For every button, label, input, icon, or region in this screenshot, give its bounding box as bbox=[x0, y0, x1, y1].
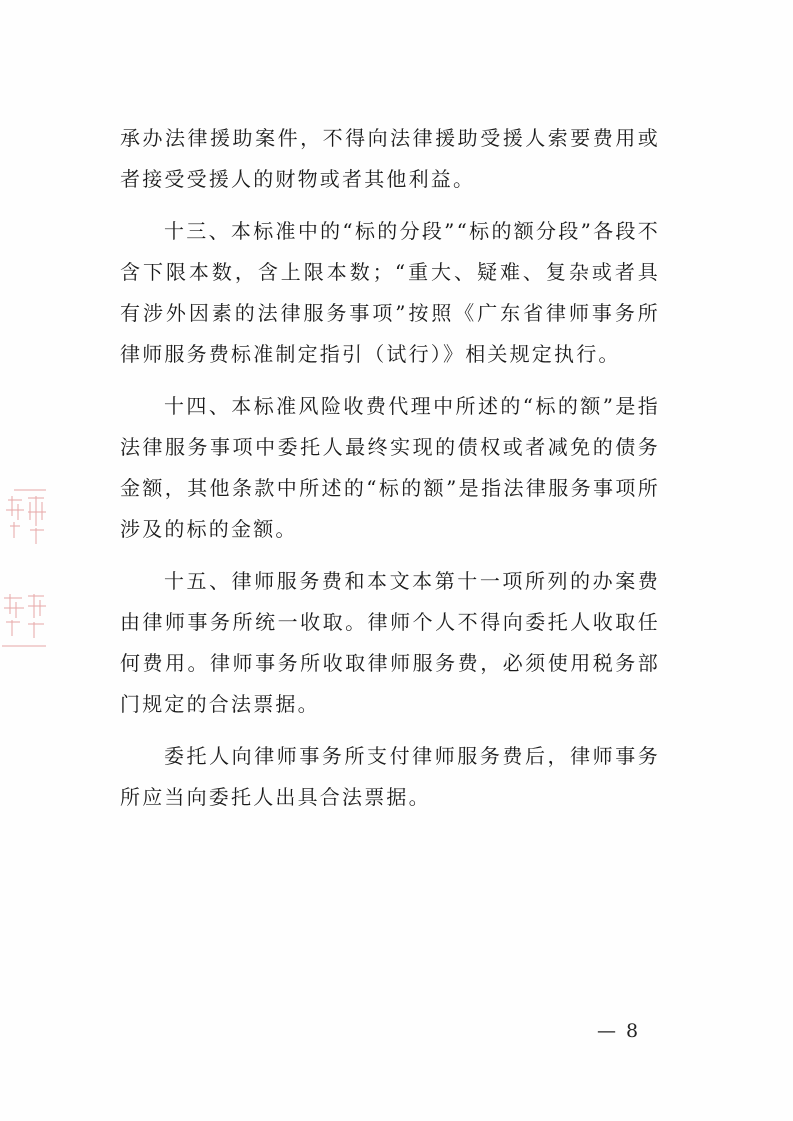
paragraph-item-13: 十三、本标准中的“标的分段”“标的额分段”各段不含下限本数，含上限本数；“重大、疑难、复杂或者具有涉外因素的法律服务事项”按照《广东省律师事务所律师服务费标准制定指引（试行）》相关规定执行。 bbox=[120, 219, 660, 366]
paragraph-item-14: 十四、本标准风险收费代理中所述的“标的额”是指法律服务事项中委托人最终实现的债权或者减免的债务金额，其他条款中所述的“标的额”是指法律服务事项所涉及的标的金额。 bbox=[120, 394, 660, 541]
seal-fragment-bottom bbox=[0, 588, 48, 650]
page-number: — 8 bbox=[597, 1020, 641, 1042]
red-seal-icon bbox=[0, 486, 48, 550]
paragraph-receipt-note: 委托人向律师事务所支付律师服务费后，律师事务所应当向委托人出具合法票据。 bbox=[120, 744, 660, 809]
document-body bbox=[120, 118, 660, 829]
paragraph-continuation: 承办法律援助案件，不得向法律援助受援人索要费用或者接受受援人的财物或者其他利益。 bbox=[120, 126, 660, 191]
seal-fragment-top bbox=[0, 486, 48, 550]
red-seal-icon bbox=[0, 588, 48, 650]
paragraph-item-15: 十五、律师服务费和本文本第十一项所列的办案费由律师事务所统一收取。律师个人不得向委托人收取任何费用。律师事务所收取律师服务费，必须使用税务部门规定的合法票据。 bbox=[120, 569, 660, 716]
